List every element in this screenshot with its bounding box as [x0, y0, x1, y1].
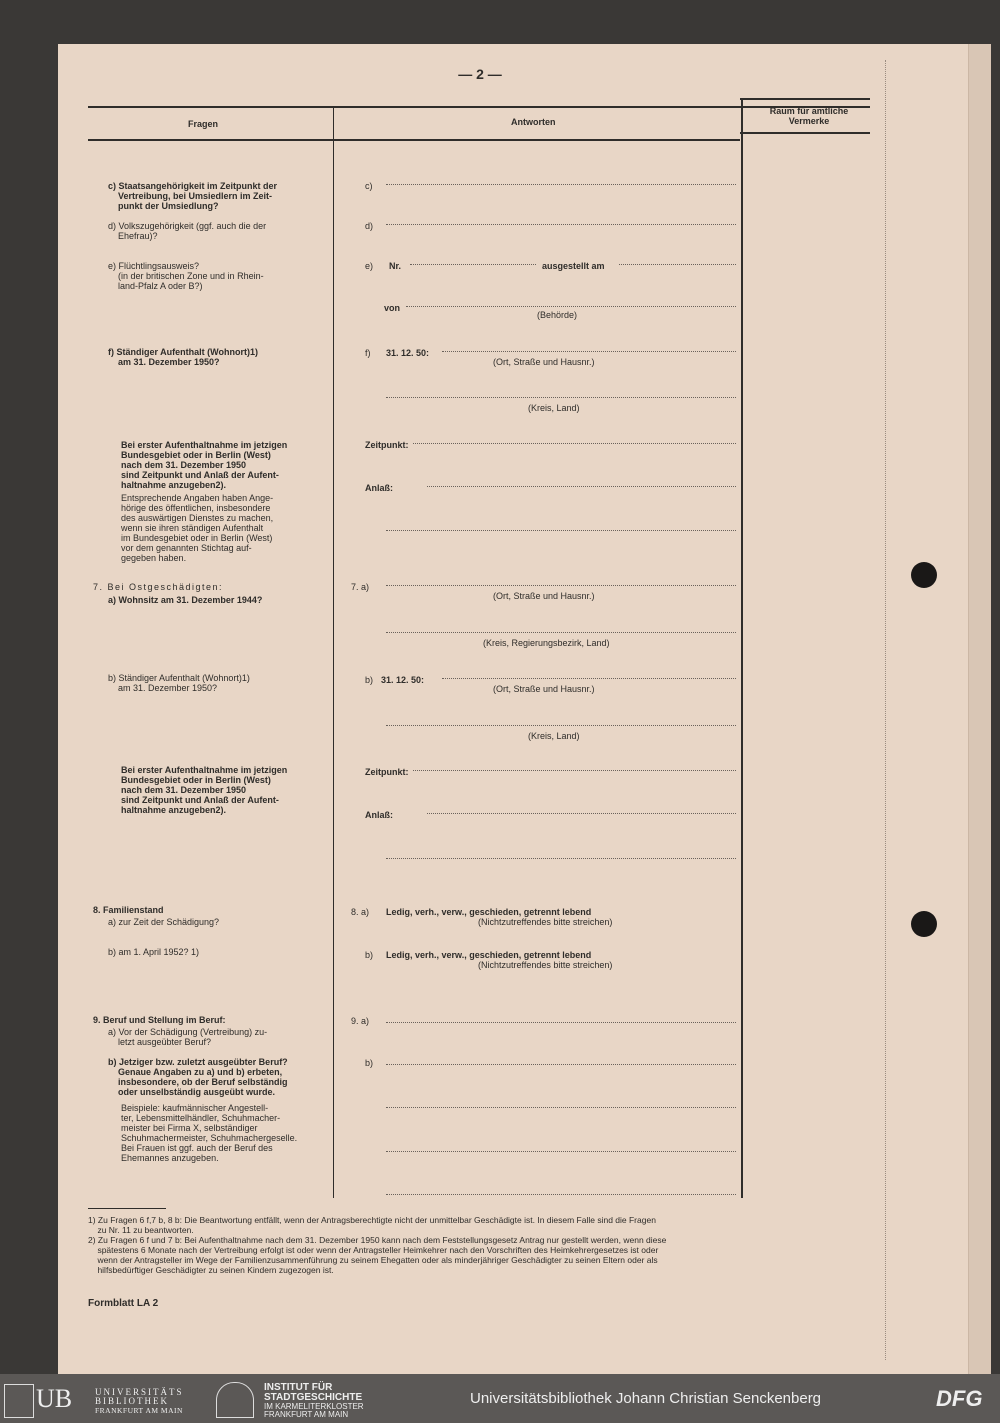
answer-e-von-field[interactable] [406, 306, 736, 307]
header-antworten: Antworten [511, 117, 556, 127]
header-top-rule [88, 106, 870, 108]
answer-7b-label: b) [365, 675, 374, 685]
answer-7a-kreis-hint: (Kreis, Regierungsbezirk, Land) [483, 638, 610, 648]
footnote-1: 1) Zu Fragen 6 f,7 b, 8 b: Die Beantwortung entfällt, wenn der Antragsberechtigte nicht der unmittelbar Geschädigte ist. In diesem Falle sind die Fragen zu Nr. 11 zu beantworten. [88, 1215, 656, 1235]
isg-line-4: FRANKFURT AM MAIN [264, 1410, 349, 1419]
answer-f-kreis-field[interactable] [386, 397, 736, 398]
footnote-rule [88, 1208, 166, 1209]
isg-arch-icon [216, 1382, 254, 1418]
punch-hole-top [911, 562, 937, 588]
ub-line-2: BIBLIOTHEK [95, 1396, 169, 1406]
answer-8b-note: (Nichtzutreffendes bitte streichen) [478, 960, 613, 970]
answer-8a-label: 8. a) [351, 907, 370, 917]
isg-text [264, 1383, 364, 1419]
question-7b: b) Ständiger Aufenthalt (Wohnort)1) am 31. Dezember 1950? [108, 673, 250, 693]
answer-f-kreis-hint: (Kreis, Land) [528, 403, 580, 413]
question-7b-note: Bei erster Aufenthaltnahme im jetzigen Bundesgebiet oder in Berlin (West) nach dem 31. Dezember 1950 sind Zeitpunkt und Anlaß der Aufent- haltnahme anzugeben2). [121, 765, 288, 815]
answer-zeitpunkt-2: Zeitpunkt: [365, 767, 409, 777]
question-9: 9. Beruf und Stellung im Beruf: [93, 1015, 226, 1025]
answer-e-von: von [384, 303, 401, 313]
answer-anlass-2: Anlaß: [365, 810, 393, 820]
answer-9a-label: 9. a) [351, 1016, 370, 1026]
question-6f: f) Ständiger Aufenthalt (Wohnort)1) am 31. Dezember 1950? [108, 347, 258, 367]
answer-7b-ort-hint: (Ort, Straße und Hausnr.) [493, 684, 595, 694]
question-9b: b) Jetziger bzw. zuletzt ausgeübter Beruf? Genaue Angaben zu a) und b) erbeten, insbesondere, ob der Beruf selbständig oder unselbständig ausgeübt wurde. [108, 1057, 288, 1097]
perforation-line [885, 60, 886, 1360]
ub-line-3: FRANKFURT AM MAIN [95, 1406, 183, 1415]
isg-line-3: IM KARMELITERKLOSTER [264, 1402, 364, 1411]
answer-f-field[interactable] [442, 351, 736, 352]
question-9a: a) Vor der Schädigung (Vertreibung) zu- letzt ausgeübter Beruf? [108, 1027, 268, 1047]
answer-anlass-1-field[interactable] [427, 486, 736, 487]
answer-8b-label: b) [365, 950, 374, 960]
ub-line-1: UNIVERSITÄTS [95, 1387, 184, 1397]
answer-7b-kreis-hint: (Kreis, Land) [528, 731, 580, 741]
answer-e-ausgestellt: ausgestellt am [542, 261, 605, 271]
footnote-2: 2) Zu Fragen 6 f und 7 b: Bei Aufenthaltnahme nach dem 31. Dezember 1950 kann nach dem Feststellungsgesetz Antrag nur gestellt werden, wenn diese spätestens 6 Monate nach der Vertreibung erfolgt ist oder wenn der Antragsteller Heimkehrer nach den Vorschriften des Heimkehrergesetzes ist oder wenn der Antragsteller im Wege der Familienzusammenführung zu seinem Ehegatten oder als minderjähriger Geschädigter zu seinen Eltern oder als hilfsbedürftiger Geschädigter zu seinen Kindern zugezogen ist. [88, 1235, 667, 1275]
answer-e-label: e) [365, 261, 374, 271]
question-6e: e) Flüchtlingsausweis? (in der britischen Zone und in Rhein- land-Pfalz A oder B?) [108, 261, 264, 291]
library-name: Universitätsbibliothek Johann Christian Senckenberg [470, 1390, 822, 1407]
question-6f-entsprechend: Entsprechende Angaben haben Ange- hörige des öffentlichen, insbesondere des auswärtigen Dienstes zu machen, wenn sie ihren ständigen Aufenthalt im Bundesgebiet oder in Berlin (West) vor dem genannten Stichtag auf- gegeben haben. [121, 493, 274, 563]
answer-anlass-1-field-2[interactable] [386, 530, 736, 531]
question-7: 7. Bei Ostgeschädigten: [93, 582, 224, 592]
answer-d-field[interactable] [386, 224, 736, 225]
answer-e-nr: Nr. [389, 261, 402, 271]
column-divider-1 [333, 106, 334, 1198]
question-8: 8. Familienstand [93, 905, 164, 915]
answer-zeitpunkt-1-field[interactable] [413, 443, 736, 444]
answer-7a-field[interactable] [386, 585, 736, 586]
answer-e-nr-field[interactable] [410, 264, 536, 265]
answer-c-label: c) [365, 181, 373, 191]
answer-9b-field-1[interactable] [386, 1064, 736, 1065]
ub-logo: UB [36, 1384, 73, 1413]
column-divider-2 [741, 100, 743, 1198]
answer-f-label: f) [365, 348, 371, 358]
isg-line-1: INSTITUT FÜR [264, 1382, 333, 1393]
form-sheet [58, 44, 988, 1374]
answer-f-ort-hint: (Ort, Straße und Hausnr.) [493, 357, 595, 367]
question-8b: b) am 1. April 1952? 1) [108, 947, 200, 957]
answer-7a-ort-hint: (Ort, Straße und Hausnr.) [493, 591, 595, 601]
answer-7b-field[interactable] [442, 678, 736, 679]
raum-bottom-rule [740, 132, 870, 134]
answer-zeitpunkt-2-field[interactable] [413, 770, 736, 771]
answer-8b-text[interactable]: Ledig, verh., verw., geschieden, getrennt lebend [386, 950, 592, 960]
answer-anlass-1: Anlaß: [365, 483, 393, 493]
question-7a: a) Wohnsitz am 31. Dezember 1944? [108, 595, 263, 605]
header-bottom-rule [88, 139, 740, 141]
answer-9b-label: b) [365, 1058, 374, 1068]
header-raum: Raum für amtliche Vermerke [769, 106, 849, 126]
question-6c: c) Staatsangehörigkeit im Zeitpunkt der Vertreibung, bei Umsiedlern im Zeit- punkt der Umsiedlung? [108, 181, 278, 211]
answer-7a-kreis-field[interactable] [386, 632, 736, 633]
answer-9b-field-3[interactable] [386, 1151, 736, 1152]
answer-7b-date: 31. 12. 50: [381, 675, 425, 685]
answer-anlass-2-field-2[interactable] [386, 858, 736, 859]
answer-d-label: d) [365, 221, 374, 231]
answer-anlass-2-field[interactable] [427, 813, 736, 814]
footer-bar [0, 1374, 1000, 1423]
sheet-edge [968, 44, 991, 1374]
page-number: — 2 — [458, 66, 502, 82]
answer-9a-field[interactable] [386, 1022, 736, 1023]
question-9b-examples: Beispiele: kaufmännischer Angestell- ter, Lebensmittelhändler, Schuhmacher- meister bei Firma X, selbständiger Schuhmachermeister, Schuhmachergeselle. Bei Frauen ist ggf. auch der Beruf des Ehemannes anzugeben. [121, 1103, 298, 1163]
question-8a: a) zur Zeit der Schädigung? [108, 917, 220, 927]
answer-8a-text[interactable]: Ledig, verh., verw., geschieden, getrennt lebend [386, 907, 592, 917]
isg-line-2: STADTGESCHICHTE [264, 1392, 363, 1403]
ub-text [95, 1388, 184, 1415]
answer-e-date-field[interactable] [619, 264, 736, 265]
answer-c-field[interactable] [386, 184, 736, 185]
answer-7a-label: 7. a) [351, 582, 370, 592]
raum-top-rule [740, 98, 870, 100]
answer-9b-field-4[interactable] [386, 1194, 736, 1195]
question-6f-note: Bei erster Aufenthaltnahme im jetzigen Bundesgebiet oder in Berlin (West) nach dem 31. Dezember 1950 sind Zeitpunkt und Anlaß der Aufent- haltnahme anzugeben2). [121, 440, 288, 490]
answer-e-behoerde: (Behörde) [537, 310, 578, 320]
header-fragen: Fragen [188, 119, 219, 129]
answer-zeitpunkt-1: Zeitpunkt: [365, 440, 409, 450]
answer-f-date: 31. 12. 50: [386, 348, 430, 358]
ub-seal-icon [4, 1384, 34, 1418]
dfg-logo: DFG [936, 1386, 983, 1411]
answer-7b-kreis-field[interactable] [386, 725, 736, 726]
question-6d: d) Volkszugehörigkeit (ggf. auch die der Ehefrau)? [108, 221, 267, 241]
answer-9b-field-2[interactable] [386, 1107, 736, 1108]
punch-hole-bottom [911, 911, 937, 937]
form-id: Formblatt LA 2 [88, 1298, 159, 1309]
answer-8a-note: (Nichtzutreffendes bitte streichen) [478, 917, 613, 927]
